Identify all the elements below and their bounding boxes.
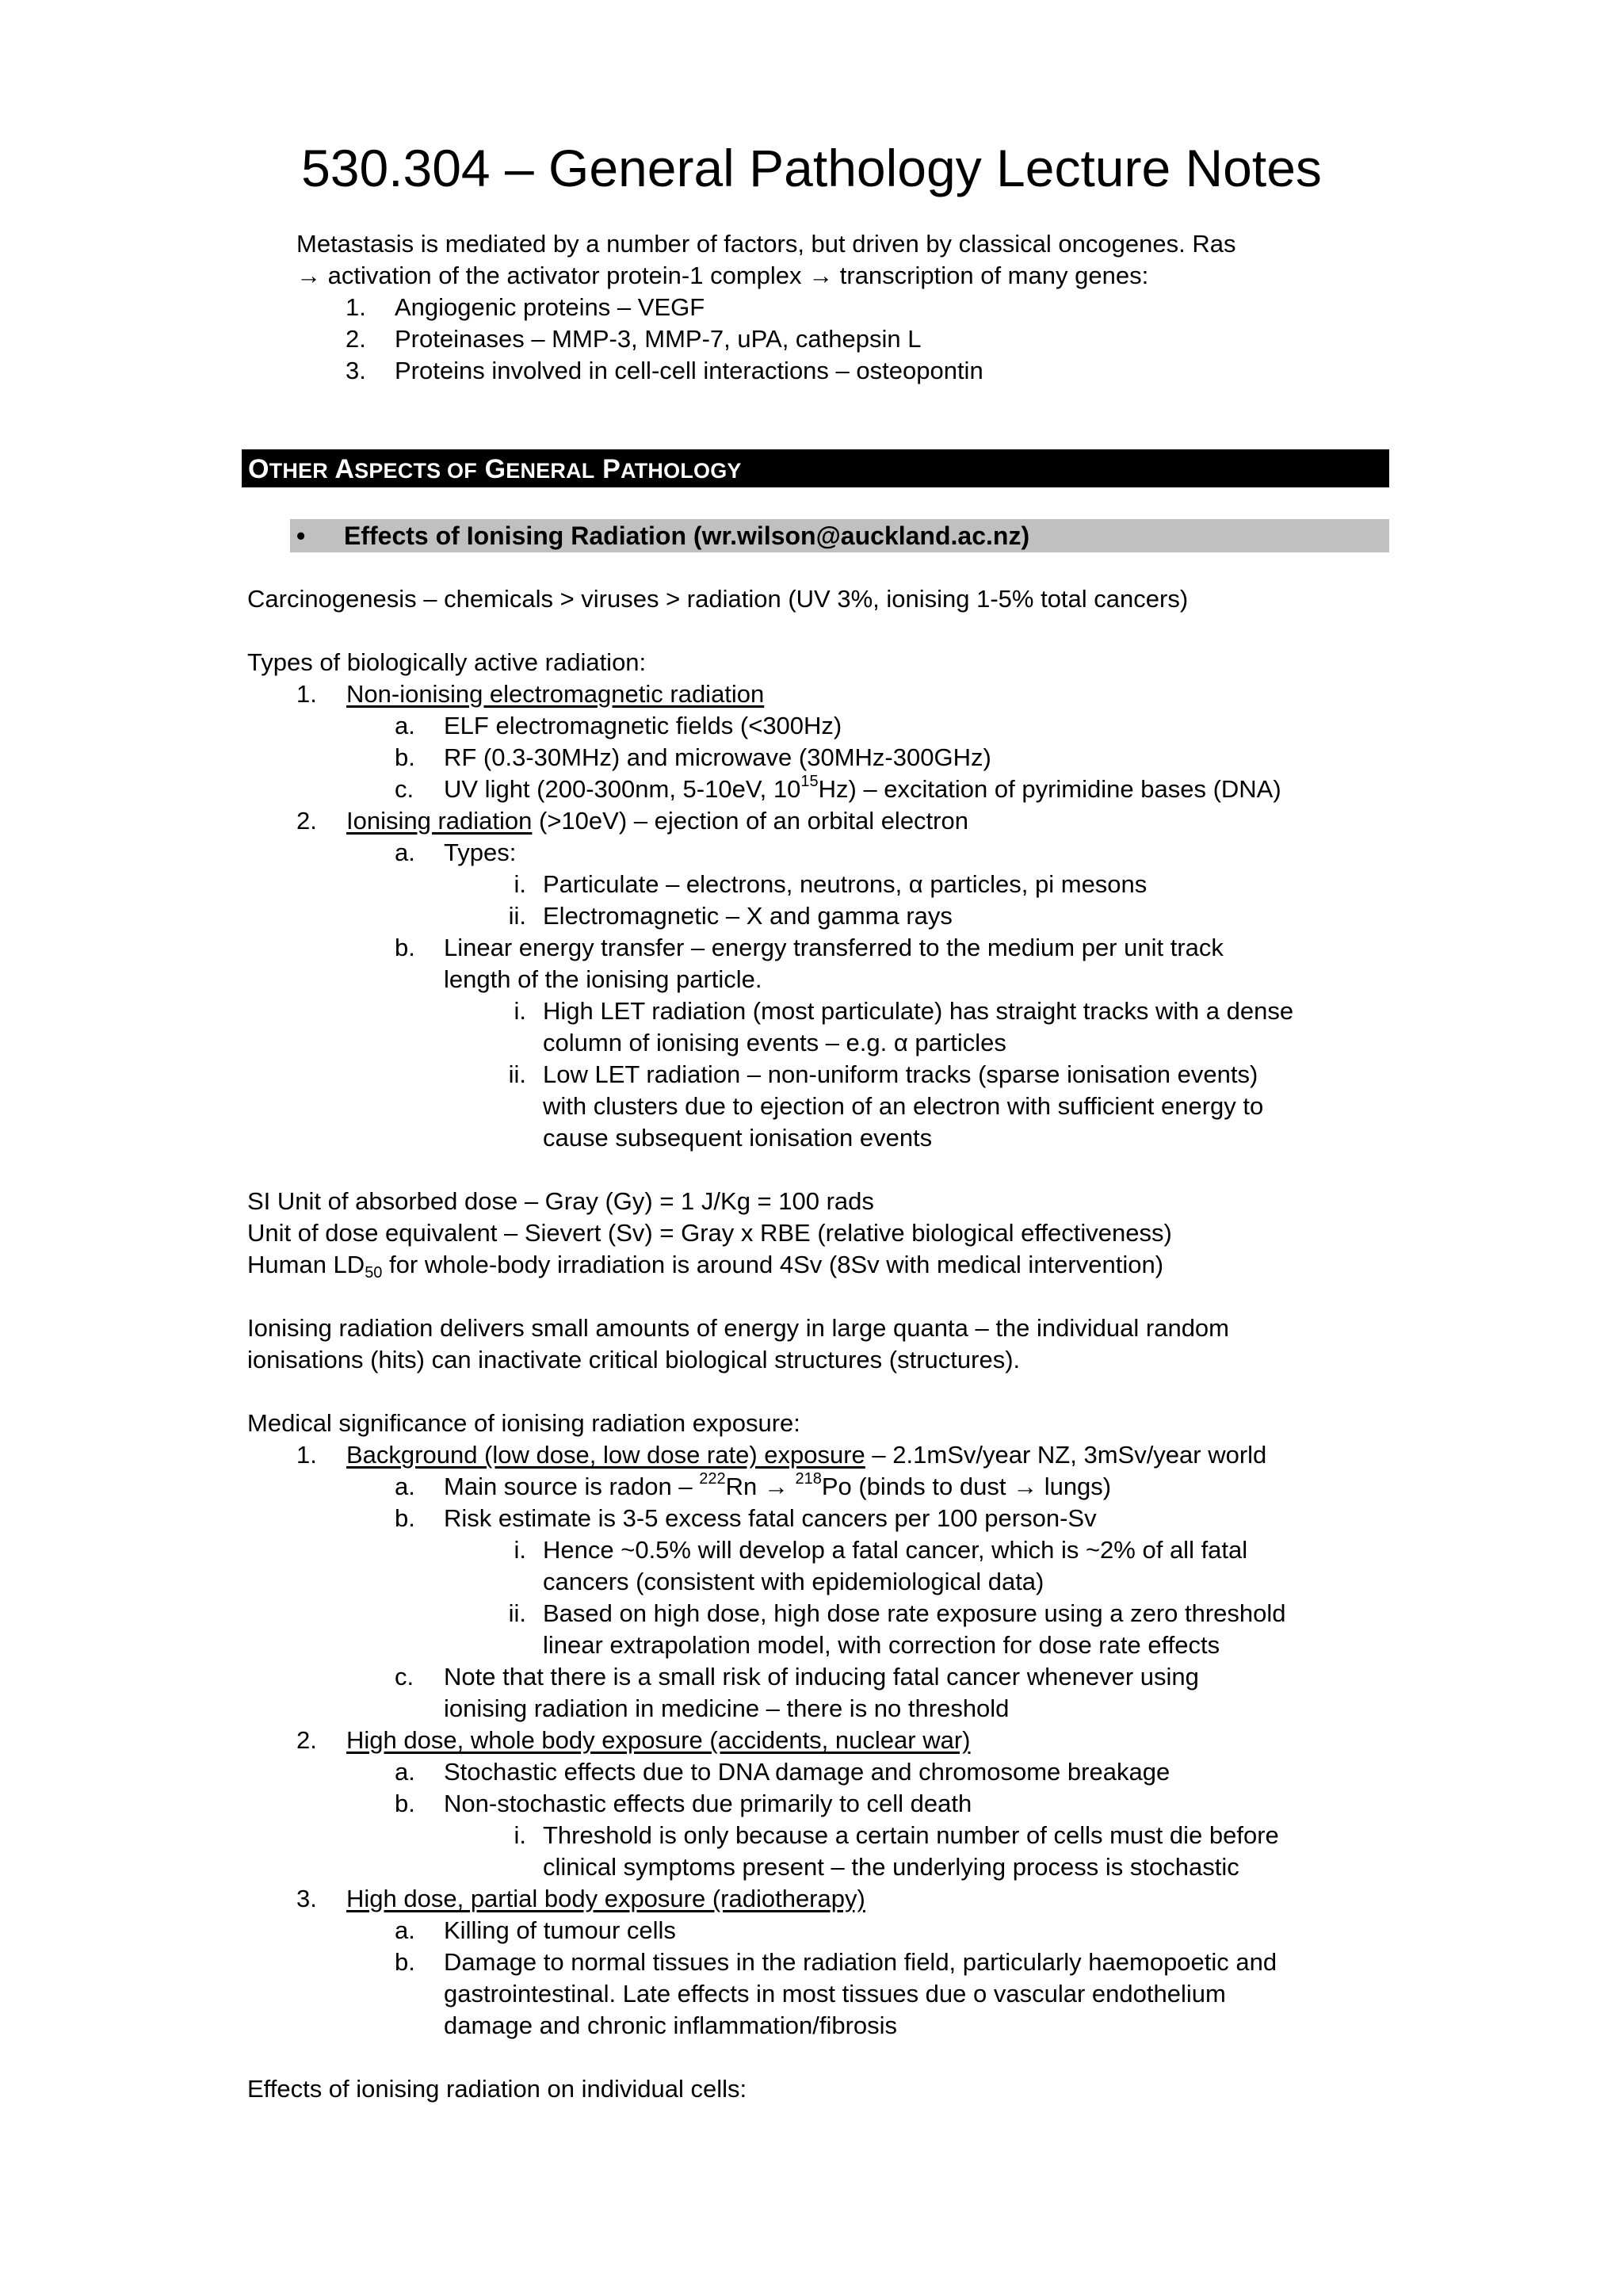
intro-line: → activation of the activator protein-1 complex → transcription of many genes: (296, 262, 1149, 289)
list-item-continuation: column of ionising events – e.g. α particles (543, 1029, 1006, 1056)
cells-heading: Effects of ionising radiation on individual cells: (247, 2075, 747, 2103)
carcinogenesis-line: Carcinogenesis – chemicals > viruses > radiation (UV 3%, ionising 1-5% total cancers) (247, 585, 1189, 613)
list-item: i. Hence ~0.5% will develop a fatal cancer, which is ~2% of all fatal (514, 1536, 1248, 1564)
metastasis-paragraph (296, 228, 1406, 387)
list-item: 1. Background (low dose, low dose rate) exposure – 2.1mSv/year NZ, 3mSv/year world (296, 1441, 1267, 1469)
list-item-continuation: damage and chronic inflammation/fibrosis (444, 2011, 898, 2039)
list-item: b. Damage to normal tissues in the radiation field, particularly haemopoetic and (395, 1948, 1277, 1976)
list-item: b. Linear energy transfer – energy transferred to the medium per unit track (395, 934, 1224, 961)
list-number: 3. (346, 357, 366, 384)
ld50-line: Human $LD_{50}$ for whole-body irradiation is around 4Sv (8Sv with medical intervention) (247, 1251, 1164, 1282)
list-item: i. High LET radiation (most particulate) has straight tracks with a dense (514, 997, 1294, 1025)
list-item: ii. Low LET radiation – non-uniform tracks (sparse ionisation events) (508, 1060, 1258, 1088)
list-item: c. UV light (200-300nm, 5-10eV, $10^{15}Hz$) – excitation of pyrimidine bases (DNA) (395, 773, 1281, 803)
list-item-continuation: linear extrapolation model, with correction for dose rate effects (543, 1631, 1220, 1659)
list-number: 1. (346, 293, 366, 321)
list-item: ii. Based on high dose, high dose rate exposure using a zero threshold (508, 1599, 1286, 1627)
list-item: c. Note that there is a small risk of inducing fatal cancer whenever using (395, 1663, 1199, 1690)
intro-line: Metastasis is mediated by a number of factors, but driven by classical oncogenes. Ras (296, 230, 1236, 258)
list-item: b. Non-stochastic effects due primarily to cell death (395, 1790, 972, 1817)
quanta-line: ionisations (hits) can inactivate critical biological structures (structures). (247, 1346, 1021, 1373)
list-item: a. Main source is radon – $^{222}$Rn → $^{218}$Po (binds to dust → lungs) (395, 1470, 1112, 1500)
medical-heading: Medical significance of ionising radiation exposure: (247, 1409, 800, 1437)
list-item (296, 355, 1406, 387)
list-number: 2. (346, 325, 366, 353)
list-item (296, 292, 1406, 323)
bullet-icon: • (296, 521, 306, 550)
subsection-heading (290, 519, 1389, 552)
list-item: 2. Ionising radiation (>10eV) – ejection of an orbital electron (296, 807, 968, 835)
document-body (247, 583, 1388, 2105)
types-heading: Types of biologically active radiation: (247, 648, 647, 676)
list-text: Proteinases – MMP-3, MMP-7, uPA, cathepsin L (395, 325, 922, 353)
dose-equivalent-line: Unit of dose equivalent – Sievert (Sv) = Gray x RBE (relative biological effectiveness) (247, 1219, 1172, 1247)
subsection-title: Effects of Ionising Radiation (wr.wilson@auckland.ac.nz) (344, 521, 1030, 550)
list-item (296, 323, 1406, 355)
list-item-continuation: cause subsequent ionisation events (543, 1124, 933, 1152)
list-item: ii. Electromagnetic – X and gamma rays (508, 902, 953, 930)
list-item-continuation: length of the ionising particle. (444, 965, 762, 993)
list-item: a. Killing of tumour cells (395, 1916, 676, 1944)
page-title: 530.304 – General Pathology Lecture Notes (301, 139, 1322, 198)
list-item-continuation: clinical symptoms present – the underlying process is stochastic (543, 1853, 1239, 1881)
quanta-line: Ionising radiation delivers small amounts of energy in large quanta – the individual random (247, 1314, 1230, 1342)
si-unit-line: SI Unit of absorbed dose – Gray (Gy) = 1 J/Kg = 100 rads (247, 1187, 874, 1215)
list-item: a. ELF electromagnetic fields (<300Hz) (395, 712, 842, 739)
section-heading: OTHER ASPECTS OF GENERAL PATHOLOGY (242, 449, 1389, 487)
list-item: 2. High dose, whole body exposure (accidents, nuclear war) (296, 1726, 971, 1754)
list-item: b. Risk estimate is 3-5 excess fatal cancers per 100 person-Sv (395, 1504, 1097, 1532)
list-item: 3. High dose, partial body exposure (radiotherapy) (296, 1885, 865, 1912)
list-item: b. RF (0.3-30MHz) and microwave (30MHz-300GHz) (395, 743, 991, 771)
list-item-continuation: with clusters due to ejection of an electron with sufficient energy to (543, 1092, 1264, 1120)
list-item: i. Threshold is only because a certain number of cells must die before (514, 1821, 1279, 1849)
list-item-continuation: gastrointestinal. Late effects in most tissues due o vascular endothelium (444, 1980, 1226, 2008)
list-text: Angiogenic proteins – VEGF (395, 293, 705, 321)
list-item-continuation: cancers (consistent with epidemiological data) (543, 1568, 1044, 1595)
list-item: a. Stochastic effects due to DNA damage and chromosome breakage (395, 1758, 1170, 1786)
list-item: a. Types: (395, 839, 517, 866)
list-item: 1. Non-ionising electromagnetic radiation (296, 680, 765, 708)
list-item-continuation: ionising radiation in medicine – there is no threshold (444, 1694, 1010, 1722)
list-item: i. Particulate – electrons, neutrons, α particles, pi mesons (514, 870, 1148, 898)
list-text: Proteins involved in cell-cell interactions – osteopontin (395, 357, 983, 384)
